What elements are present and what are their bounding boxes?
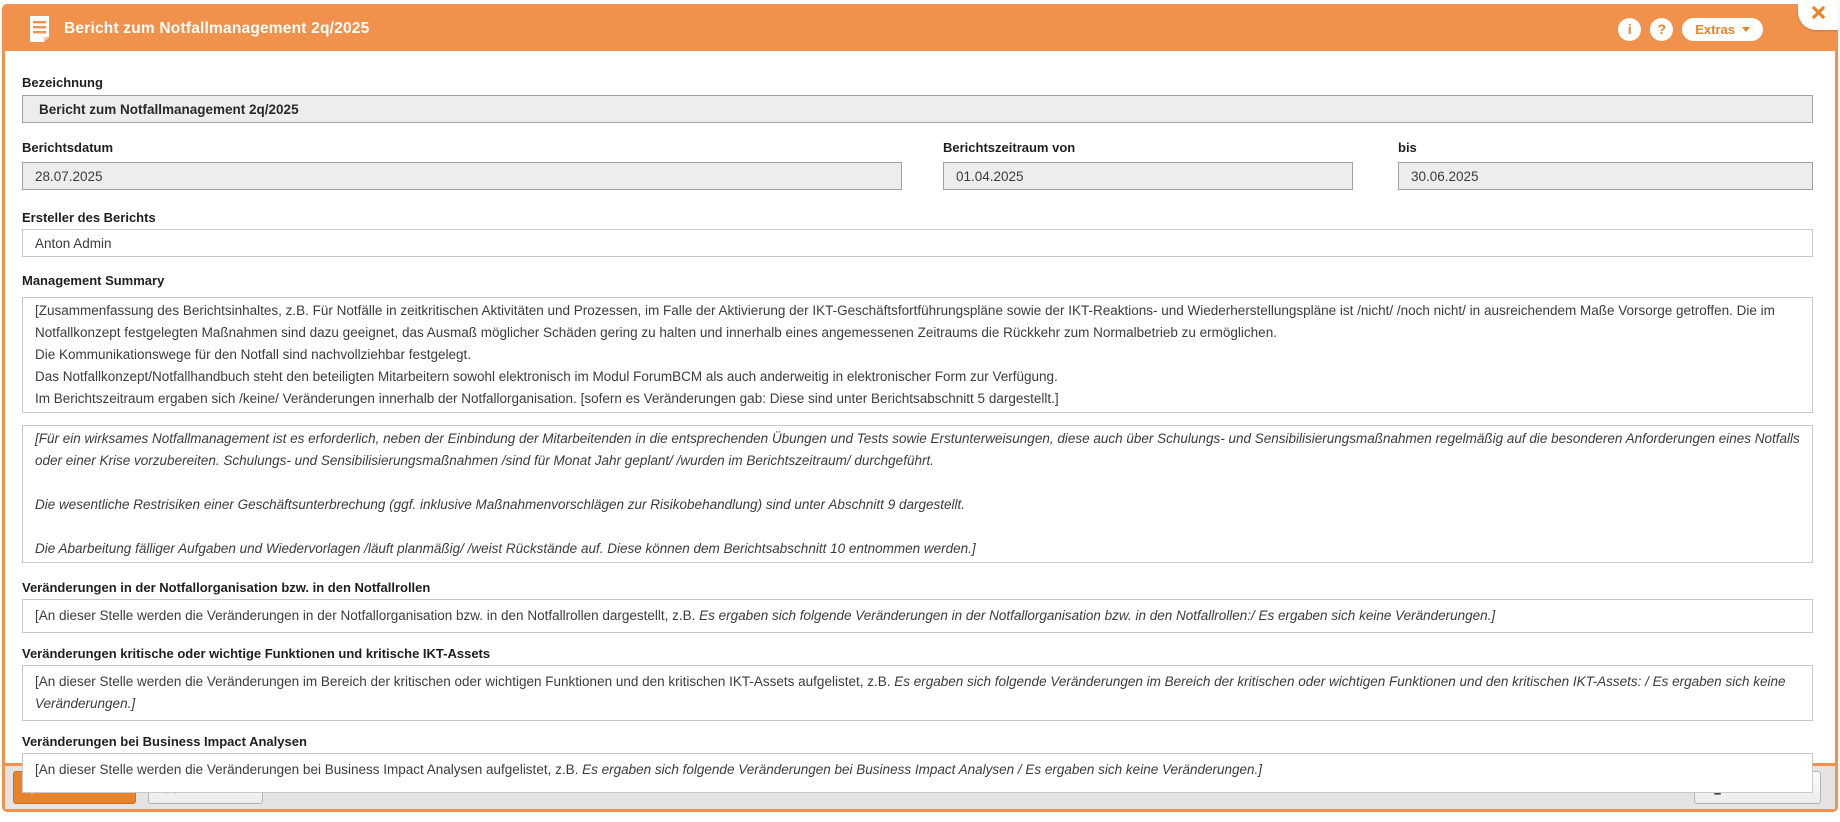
section-ikt-assets-label: Veränderungen kritische oder wichtige Funktionen und kritische IKT-Assets [22, 646, 491, 661]
text-line: Das Notfallkonzept/Notfallhandbuch steht den beteiligten Mitarbeitern sowohl elektronisch im Modul ForumBCM als auch anderweitig in elektronischer Form zur Verfügung. [35, 369, 1058, 384]
text-line: Die Abarbeitung fälliger Aufgaben und Wiedervorlagen /läuft planmäßig/ /weist Rückstände auf. Diese können dem Berichtsabschnitt 10 entnommen werden.] [35, 541, 976, 556]
close-icon [1812, 6, 1825, 19]
dialog-title: Bericht zum Notfallmanagement 2q/2025 [64, 20, 370, 37]
zeitraum-von-label: Berichtszeitraum von [943, 140, 1076, 155]
ersteller-label: Ersteller des Berichts [22, 210, 156, 225]
dialog-header [5, 7, 1835, 51]
zeitraum-bis-field[interactable]: 30.06.2025 [1398, 162, 1813, 190]
management-summary-box-1[interactable] [22, 297, 1813, 413]
section-notfallrollen-text: [An dieser Stelle werden die Veränderungen in der Notfallorganisation bzw. in den Notfallrollen dargestellt, z.B. [35, 608, 700, 623]
section-notfallrollen-box[interactable] [22, 599, 1813, 633]
chevron-down-icon [1742, 27, 1750, 32]
bezeichnung-field[interactable]: Bericht zum Notfallmanagement 2q/2025 [22, 95, 1813, 123]
help-icon[interactable]: ? [1650, 18, 1673, 41]
report-dialog [2, 4, 1838, 812]
window-close-button[interactable] [1798, 0, 1838, 30]
management-summary-box-2[interactable] [22, 425, 1813, 563]
text-line [35, 472, 1800, 494]
text-line: Im Berichtszeitraum ergaben sich /keine/ Veränderungen innerhalb der Notfallorganisation. [sofern es Veränderungen gab: Diese sind unter Berichtsabschnitt 5 dargestellt.] [35, 391, 1059, 406]
extras-dropdown-button[interactable] [1682, 18, 1763, 41]
section-bia-label: Veränderungen bei Business Impact Analysen [22, 734, 307, 749]
text-line: Die wesentliche Restrisiken einer Geschäftsunterbrechung (ggf. inklusive Maßnahmenvorschlägen zur Risikobehandlung) sind unter Abschnitt 9 dargestellt. [35, 497, 965, 512]
berichtsdatum-field[interactable]: 28.07.2025 [22, 162, 902, 190]
bezeichnung-label: Bezeichnung [22, 75, 103, 90]
section-bia-text: [An dieser Stelle werden die Veränderungen bei Business Impact Analysen aufgelistet, z.B. [35, 762, 583, 777]
ersteller-field[interactable]: Anton Admin [22, 229, 1813, 257]
extras-label: Extras [1695, 21, 1735, 37]
section-ikt-assets-text: [An dieser Stelle werden die Veränderungen im Bereich der kritischen oder wichtigen Funktionen und den kritischen IKT-Assets aufgelistet, z.B. [35, 674, 895, 689]
section-notfallrollen-example: Es ergaben sich folgende Veränderungen in der Notfallorganisation bzw. in den Notfallrollen:/ Es ergaben sich keine Veränderungen.] [699, 608, 1496, 623]
section-bia-example: Es ergaben sich folgende Veränderungen bei Business Impact Analysen / Es ergaben sich keine Veränderungen.] [582, 762, 1263, 777]
berichtsdatum-label: Berichtsdatum [22, 140, 114, 155]
zeitraum-bis-label: bis [1398, 140, 1417, 155]
info-icon[interactable]: i [1618, 18, 1641, 41]
section-ikt-assets-example: Es ergaben sich folgende Veränderungen im Bereich der kritischen oder wichtigen Funktionen und den kritischen IKT-Assets: / Es ergaben sich keine Veränderungen.] [35, 674, 1786, 711]
text-line [35, 516, 1800, 538]
section-ikt-assets-box[interactable] [22, 665, 1813, 721]
text-line: [Für ein wirksames Notfallmanagement ist es erforderlich, neben der Einbindung der Mitarbeitenden in die entsprechenden Übungen und Tests sowie Erstunterweisungen, diese auch über Schulungs- und Sensibilisierungsmaßnahmen regelmäßig auf die besonderen Anforderungen eines Notfalls oder einer Krise vorzubereiten. Schulungs- und Sensibilisierungsmaßnahmen /sind für Monat Jahr geplant/ /wurden im Berichtszeitraum/ durchgeführt. [35, 431, 1800, 468]
form-content [5, 51, 1835, 777]
management-summary-label: Management Summary [22, 273, 165, 288]
header-actions [1618, 18, 1821, 41]
text-line: [Zusammenfassung des Berichtsinhaltes, z.B. Für Notfälle in zeitkritischen Aktivitäten und Prozessen, im Falle der Aktivierung der IKT-Geschäftsfortführungspläne sowie der IKT-Reaktions- und Wiederherstellungspläne ist /nicht/ /noch nicht/ in ausreichendem Maße Vorsorge getroffen. Die im Notfallkonzept festgelegten Maßnahmen sind dazu geeignet, das Ausmaß möglicher Schäden gering zu halten und innerhalb eines angemessenen Zeitraums die Rückkehr zum Normalbetrieb zu ermöglichen. [35, 303, 1775, 340]
report-document-icon [29, 16, 50, 42]
text-line: Die Kommunikationswege für den Notfall sind nachvollziehbar festgelegt. [35, 347, 471, 362]
section-notfallrollen-label: Veränderungen in der Notfallorganisation bzw. in den Notfallrollen [22, 580, 431, 595]
section-bia-box[interactable] [22, 753, 1813, 793]
zeitraum-von-field[interactable]: 01.04.2025 [943, 162, 1353, 190]
